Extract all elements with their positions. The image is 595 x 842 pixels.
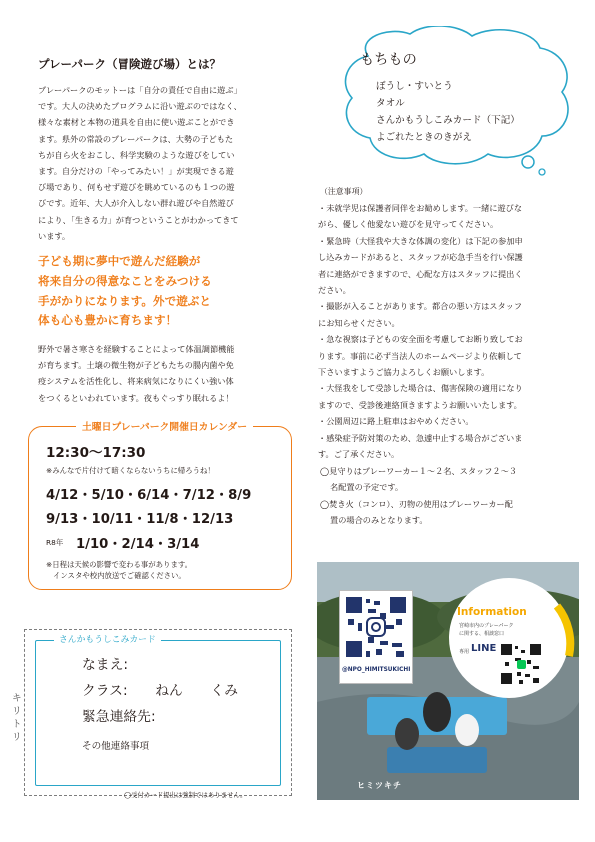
instagram-qr-code <box>340 591 412 663</box>
staff-note-line: ◯焚き火（コンロ）、刃物の使用はプレーワーカー配 <box>320 498 513 509</box>
calendar-title: 土曜日プレーパーク開催日カレンダー <box>76 419 253 433</box>
staff-notes <box>320 463 582 529</box>
staff-note-line: ◯見守りはプレーワーカー１〜２名、スタッフ２〜３ <box>320 466 517 476</box>
card-emergency-label: 緊急連絡先: <box>82 709 156 725</box>
highlight-line: 体も心も豊かに育ちます！ <box>38 313 178 328</box>
card-name-label: なまえ: <box>82 657 129 673</box>
promo-photo <box>317 562 579 800</box>
note-line: 下さいますようご協力よろしくお願いします。 <box>318 367 490 378</box>
highlight-line: 子ども期に夢中で遊んだ経験が <box>38 254 201 268</box>
card-class-label: クラス: ねん くみ <box>82 683 238 699</box>
calendar-dates-row: 9/13・10/11・11/8・12/13 <box>46 512 234 527</box>
lead-line: ます。自分だけの「やってみたい！」が実現できる遊 <box>38 166 234 177</box>
card-footnote: ◯受付カード提出は強制ではありません。 <box>124 791 247 799</box>
card-title: さんかもうしこみカード <box>54 632 161 645</box>
para-line: 疫システムを活性化し、将来病気になりにくい強い体 <box>38 376 234 387</box>
calendar-footnote <box>46 559 192 581</box>
note-line: ります。事前に必ず当法人のホームページより依頼して <box>318 350 522 361</box>
staff-note-line: 置の場合のみとなります。 <box>330 515 428 526</box>
lead-title: プレーパーク（冒険遊び場）とは？ <box>38 57 221 71</box>
para-line: が育ちます。土壌の微生物が子どもたちの腸内菌や免 <box>38 360 234 371</box>
instagram-qr-card <box>339 590 413 684</box>
application-card <box>35 640 281 786</box>
calendar-dates-row: 4/12・5/10・6/14・7/12・8/9 <box>46 488 252 503</box>
health-paragraph <box>38 341 298 406</box>
calendar-foot-line: ※日程は天候の影響で変わる事があります。 <box>46 560 193 569</box>
note-line: ・公園周辺に路上駐車はおやめください。 <box>318 416 474 427</box>
para-line: 野外で暑さ寒さを経験することによって体温調節機能 <box>38 344 235 354</box>
staff-note-line: 名配置の予定です。 <box>330 482 404 493</box>
instagram-handle: @NPO_HIMITSUKICHI <box>342 667 411 673</box>
calendar-time: 12:30〜17:30 <box>46 445 146 461</box>
card-other-label: その他連絡事項 <box>82 741 150 752</box>
brand-name: ヒミツキチ <box>357 781 402 790</box>
mochimono-item: ぼうし・すいとう <box>376 81 453 92</box>
lead-line: います。 <box>38 230 71 241</box>
lead-line: び場であり、何もせず遊びを眺めているのも１つの遊 <box>38 182 235 193</box>
mochimono-item: よごれたときのきがえ <box>376 132 472 143</box>
mochimono-item: さんかもうしこみカード（下記） <box>376 115 520 126</box>
notes-list <box>318 200 582 463</box>
lead-line: ちが自ら火をおこし、科学実験のような遊びをしてい <box>38 149 235 160</box>
kiritori-label: キリトリ <box>12 693 22 743</box>
notes-heading: （注意事項） <box>320 187 368 196</box>
calendar-note: ※みんなで片付けて暗くならないうちに帰ろうね！ <box>46 466 215 475</box>
note-line: ・急な視察は子どもの安全面を考慮してお断り致してお <box>318 334 523 345</box>
calendar-foot-line: インスタや校内放送でご確認ください。 <box>53 571 186 580</box>
calendar-dates-row: 1/10・2/14・3/14 <box>76 537 200 552</box>
lead-line: プレーパークのモットーは「自分の責任で自由に遊ぶ」 <box>38 85 242 95</box>
mochimono-title: もちもの <box>360 52 417 68</box>
mochimono-list <box>376 78 520 146</box>
highlight-line: 手がかりになります。外で遊ぶと <box>38 293 211 308</box>
highlight-line: 将来自分の得意なことをみつける <box>38 273 212 288</box>
note-line: ・緊急時（大怪我や大きな体調の変化）は下記の参加申 <box>318 235 523 246</box>
note-line: ・感染症予防対策のため、急遽中止する場合がございま <box>318 432 523 443</box>
lead-line: 様々な素材と本物の道具を自由に使い遊ぶことができ <box>38 117 235 128</box>
note-line: 者に連絡ができますので、心配な方はスタッフに提出く <box>318 268 523 279</box>
note-line: にお知らせください。 <box>318 317 400 328</box>
note-line: ・大怪我をして受診した場合は、傷害保険の適用になり <box>318 383 523 394</box>
highlight-message <box>38 252 212 331</box>
note-line: ますので、受診後連絡頂きますようお願いいたします。 <box>318 399 522 410</box>
info-title: Information <box>457 606 527 618</box>
calendar-year-label: R8年 <box>46 538 64 547</box>
lead-line: です。大人の決めたプログラムに沿い遊ぶのではなく、 <box>38 101 242 112</box>
para-line: をつくるといわれています。夜もぐっすり眠れるよ！ <box>38 392 234 403</box>
line-label: LINE <box>471 643 497 654</box>
line-qr-code <box>499 642 543 686</box>
info-sub-line: 宮崎市内のプレーパーク <box>459 623 514 629</box>
info-subtitle <box>459 622 514 638</box>
note-line: ・未就学児は保護者同伴をお勧めします。一緒に遊びな <box>318 203 523 213</box>
note-line: す。ご了承ください。 <box>318 449 400 460</box>
line-prefix: 専用 <box>459 649 470 655</box>
info-sub-line: に関する、相談窓口 <box>459 631 505 637</box>
lead-line: びです。近年、大人が介入しない群れ遊びや自然遊び <box>38 198 234 209</box>
mochimono-item: タオル <box>376 98 405 109</box>
lead-line: により、「生きる力」が育つということがわかってきて <box>38 214 239 225</box>
note-line: ・撮影が入ることがあります。都合の悪い方はスタッフ <box>318 301 523 312</box>
lead-line: ます。県外の常設のプレーパークは、大勢の子どもた <box>38 133 234 144</box>
note-line: ださい。 <box>318 285 351 296</box>
info-card-frame <box>447 576 577 706</box>
note-line: し込みカードがあると、スタッフが応急手当を行い保護 <box>318 252 523 263</box>
note-line: がら、優しく他愛ない遊びを見守ってください。 <box>318 219 499 230</box>
lead-body <box>38 82 298 244</box>
